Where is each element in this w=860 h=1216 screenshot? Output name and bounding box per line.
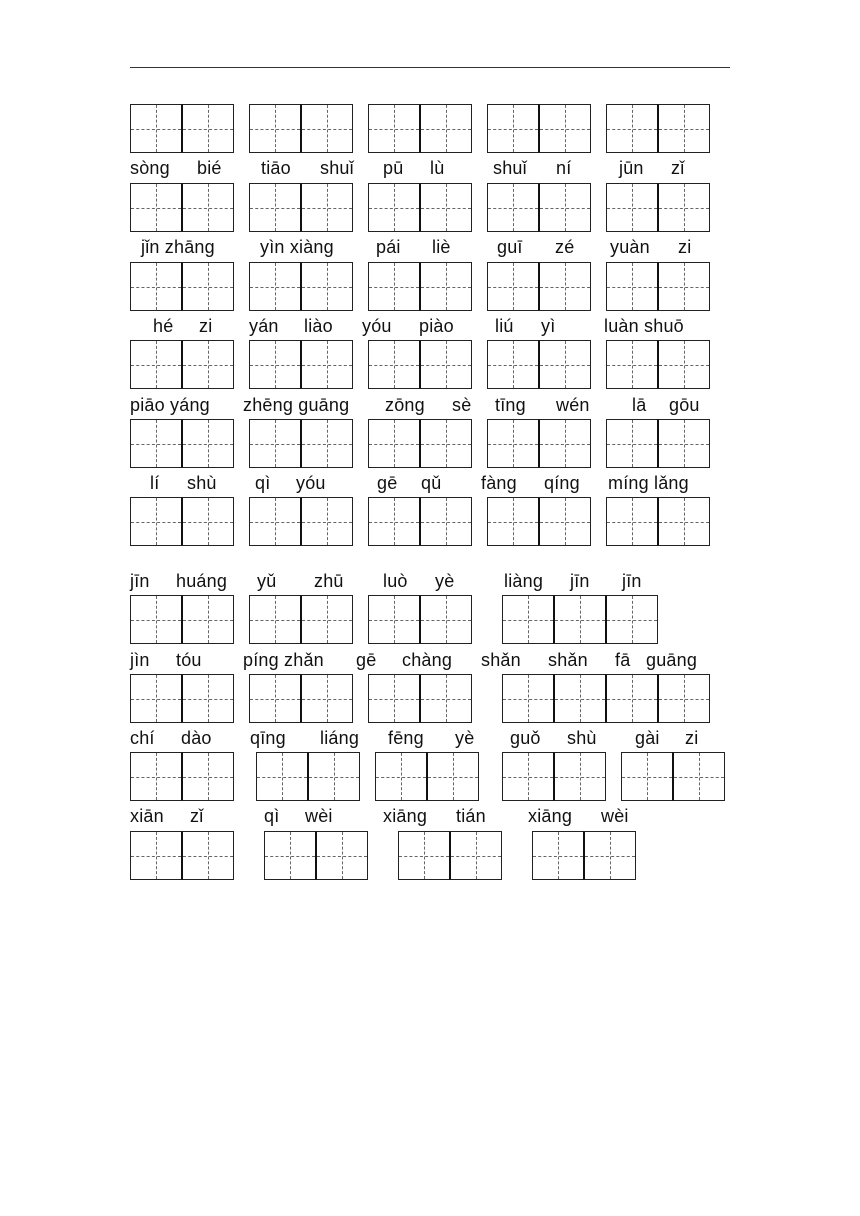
- char-box[interactable]: [249, 419, 301, 468]
- char-box[interactable]: [130, 674, 182, 723]
- pinyin-label: shù: [187, 473, 217, 493]
- char-box[interactable]: [419, 262, 472, 311]
- char-box[interactable]: [181, 831, 234, 880]
- pinyin-label: míng lǎng: [608, 473, 689, 493]
- char-box[interactable]: [538, 104, 591, 153]
- pinyin-label: dào: [181, 728, 212, 748]
- char-box[interactable]: [181, 497, 234, 546]
- pinyin-label: chí: [130, 728, 155, 748]
- char-box-group: [130, 831, 234, 880]
- pinyin-label: yè: [455, 728, 475, 748]
- char-box[interactable]: [130, 104, 182, 153]
- char-box[interactable]: [606, 419, 658, 468]
- char-box[interactable]: [181, 340, 234, 389]
- char-box-group: [368, 497, 472, 546]
- char-box-group: [130, 497, 234, 546]
- pinyin-label: yóu: [296, 473, 326, 493]
- char-box[interactable]: [181, 104, 234, 153]
- char-box[interactable]: [657, 674, 710, 723]
- char-box-group: [606, 262, 710, 311]
- char-box[interactable]: [249, 340, 301, 389]
- char-box[interactable]: [181, 262, 234, 311]
- char-box[interactable]: [657, 262, 710, 311]
- pinyin-label: zōng: [385, 395, 425, 415]
- pinyin-label: fā: [615, 650, 631, 670]
- char-box-group: [502, 752, 606, 801]
- char-box[interactable]: [487, 497, 539, 546]
- char-box[interactable]: [300, 419, 353, 468]
- char-box[interactable]: [538, 183, 591, 232]
- char-box-group: [502, 595, 658, 644]
- char-box[interactable]: [419, 104, 472, 153]
- char-box-group: [606, 419, 710, 468]
- pinyin-label: zi: [199, 316, 213, 336]
- char-box[interactable]: [419, 419, 472, 468]
- char-box[interactable]: [553, 595, 606, 644]
- char-box[interactable]: [419, 674, 472, 723]
- char-box[interactable]: [487, 419, 539, 468]
- char-box[interactable]: [657, 497, 710, 546]
- pinyin-label: tián: [456, 806, 486, 826]
- char-box[interactable]: [300, 497, 353, 546]
- char-box[interactable]: [553, 674, 606, 723]
- char-box-group: [487, 104, 591, 153]
- char-box[interactable]: [375, 752, 427, 801]
- pinyin-label: lí: [150, 473, 160, 493]
- pinyin-label: liàng: [504, 571, 544, 591]
- char-box[interactable]: [553, 752, 606, 801]
- pinyin-label: xiāng: [383, 806, 428, 826]
- char-box-group: [368, 419, 472, 468]
- pinyin-label: gōu: [669, 395, 700, 415]
- char-box-group: [487, 497, 591, 546]
- char-box[interactable]: [605, 595, 658, 644]
- pinyin-label: luò: [383, 571, 408, 591]
- header-rule: [130, 67, 730, 68]
- char-box[interactable]: [532, 831, 584, 880]
- char-box[interactable]: [300, 183, 353, 232]
- char-box-group: [487, 183, 591, 232]
- char-box-group: [249, 340, 353, 389]
- char-box[interactable]: [130, 831, 182, 880]
- pinyin-label: shuǐ: [320, 158, 354, 178]
- pinyin-label: yóu: [362, 316, 392, 336]
- char-box-group: [606, 183, 710, 232]
- char-box[interactable]: [130, 595, 182, 644]
- pinyin-label: lā: [632, 395, 647, 415]
- char-box[interactable]: [398, 831, 450, 880]
- char-box[interactable]: [368, 104, 420, 153]
- char-box[interactable]: [130, 340, 182, 389]
- char-box-group: [487, 419, 591, 468]
- char-box[interactable]: [368, 674, 420, 723]
- pinyin-label: yán: [249, 316, 279, 336]
- char-box-group: [249, 262, 353, 311]
- char-box-group: [368, 104, 472, 153]
- char-box[interactable]: [300, 340, 353, 389]
- char-box[interactable]: [368, 497, 420, 546]
- pinyin-label: pái: [376, 237, 401, 257]
- char-box[interactable]: [606, 104, 658, 153]
- pinyin-label: pū: [383, 158, 404, 178]
- char-box[interactable]: [657, 104, 710, 153]
- char-box[interactable]: [130, 497, 182, 546]
- char-box-group: [130, 183, 234, 232]
- pinyin-label: wén: [556, 395, 590, 415]
- pinyin-label: wèi: [601, 806, 629, 826]
- char-box[interactable]: [181, 752, 234, 801]
- pinyin-label: shuǐ: [493, 158, 527, 178]
- pinyin-label: sè: [452, 395, 472, 415]
- pinyin-label: luàn shuō: [604, 316, 684, 336]
- pinyin-label: yè: [435, 571, 455, 591]
- pinyin-label: zi: [685, 728, 699, 748]
- pinyin-label: yìn xiàng: [260, 237, 334, 257]
- pinyin-label: zhēng guāng: [243, 395, 350, 415]
- pinyin-label: qǔ: [421, 473, 442, 493]
- char-box-group: [130, 104, 234, 153]
- char-box[interactable]: [606, 497, 658, 546]
- char-box[interactable]: [368, 262, 420, 311]
- char-box-group: [130, 419, 234, 468]
- char-box-group: [130, 340, 234, 389]
- pinyin-label: gē: [356, 650, 377, 670]
- char-box-group: [368, 674, 472, 723]
- char-box-group: [368, 183, 472, 232]
- char-box-group: [398, 831, 502, 880]
- pinyin-label: tóu: [176, 650, 202, 670]
- char-box-group: [606, 104, 710, 153]
- pinyin-label: shǎn: [548, 650, 588, 670]
- char-box[interactable]: [300, 595, 353, 644]
- char-box-group: [249, 419, 353, 468]
- pinyin-label: guǒ: [510, 728, 541, 748]
- char-box[interactable]: [605, 674, 658, 723]
- char-box[interactable]: [606, 340, 658, 389]
- pinyin-label: qì: [255, 473, 271, 493]
- pinyin-label: fēng: [388, 728, 424, 748]
- pinyin-label: jīn: [570, 571, 590, 591]
- char-box[interactable]: [538, 497, 591, 546]
- char-box-group: [249, 497, 353, 546]
- pinyin-label: tīng: [495, 395, 526, 415]
- char-box[interactable]: [181, 595, 234, 644]
- char-box-group: [249, 674, 353, 723]
- char-box[interactable]: [249, 497, 301, 546]
- pinyin-label: liè: [432, 237, 451, 257]
- char-box-group: [249, 104, 353, 153]
- pinyin-label: chàng: [402, 650, 453, 670]
- char-box[interactable]: [538, 340, 591, 389]
- char-box[interactable]: [449, 831, 502, 880]
- pinyin-label: jūn: [619, 158, 644, 178]
- char-box[interactable]: [657, 340, 710, 389]
- pinyin-label: píng zhǎn: [243, 650, 324, 670]
- pinyin-label: qì: [264, 806, 280, 826]
- char-box[interactable]: [249, 595, 301, 644]
- pinyin-label: liáng: [320, 728, 360, 748]
- char-box-group: [249, 183, 353, 232]
- char-box-group: [606, 497, 710, 546]
- char-box[interactable]: [368, 183, 420, 232]
- char-box-group: [264, 831, 368, 880]
- char-box[interactable]: [264, 831, 316, 880]
- char-box[interactable]: [368, 340, 420, 389]
- char-box[interactable]: [487, 340, 539, 389]
- pinyin-label: lù: [430, 158, 445, 178]
- pinyin-label: zǐ: [190, 806, 204, 826]
- pinyin-label: zi: [678, 237, 692, 257]
- char-box[interactable]: [583, 831, 636, 880]
- char-box[interactable]: [307, 752, 360, 801]
- char-box[interactable]: [130, 183, 182, 232]
- char-box-group: [249, 595, 353, 644]
- pinyin-label: yuàn: [610, 237, 650, 257]
- char-box-group: [621, 752, 725, 801]
- char-box[interactable]: [368, 595, 420, 644]
- char-box-group: [502, 674, 710, 723]
- char-box[interactable]: [300, 674, 353, 723]
- pinyin-label: guī: [497, 237, 523, 257]
- char-box[interactable]: [419, 497, 472, 546]
- pinyin-label: jǐn zhāng: [141, 237, 215, 257]
- char-box[interactable]: [300, 104, 353, 153]
- char-box[interactable]: [181, 183, 234, 232]
- pinyin-label: guāng: [646, 650, 698, 670]
- char-box[interactable]: [538, 419, 591, 468]
- char-box[interactable]: [487, 104, 539, 153]
- char-box-group: [368, 340, 472, 389]
- pinyin-label: liào: [304, 316, 333, 336]
- char-box[interactable]: [657, 419, 710, 468]
- pinyin-label: shǎn: [481, 650, 521, 670]
- char-box[interactable]: [672, 752, 725, 801]
- char-box[interactable]: [606, 183, 658, 232]
- char-box[interactable]: [249, 262, 301, 311]
- char-box[interactable]: [487, 183, 539, 232]
- char-box[interactable]: [502, 674, 554, 723]
- char-box-group: [130, 752, 234, 801]
- pinyin-label: hé: [153, 316, 174, 336]
- pinyin-label: zǐ: [671, 158, 685, 178]
- char-box[interactable]: [300, 262, 353, 311]
- pinyin-label: jìn: [130, 650, 150, 670]
- char-box-group: [130, 674, 234, 723]
- char-box[interactable]: [130, 752, 182, 801]
- pinyin-label: liú: [495, 316, 514, 336]
- char-box[interactable]: [502, 752, 554, 801]
- char-box[interactable]: [315, 831, 368, 880]
- char-box[interactable]: [657, 183, 710, 232]
- pinyin-label: bié: [197, 158, 222, 178]
- pinyin-label: yǔ: [257, 571, 277, 591]
- pinyin-label: huáng: [176, 571, 228, 591]
- char-box-group: [532, 831, 636, 880]
- pinyin-label: zhū: [314, 571, 344, 591]
- char-box[interactable]: [130, 262, 182, 311]
- pinyin-label: tiāo: [261, 158, 291, 178]
- pinyin-label: zé: [555, 237, 575, 257]
- pinyin-label: qīng: [250, 728, 286, 748]
- char-box[interactable]: [621, 752, 673, 801]
- char-box[interactable]: [130, 419, 182, 468]
- char-box[interactable]: [538, 262, 591, 311]
- pinyin-label: jīn: [130, 571, 150, 591]
- char-box[interactable]: [181, 419, 234, 468]
- pinyin-label: xiāng: [528, 806, 573, 826]
- char-box-group: [375, 752, 479, 801]
- pinyin-label: yì: [541, 316, 556, 336]
- pinyin-label: piāo yáng: [130, 395, 210, 415]
- pinyin-label: sòng: [130, 158, 170, 178]
- pinyin-label: jīn: [622, 571, 642, 591]
- pinyin-label: qíng: [544, 473, 580, 493]
- pinyin-label: xiān: [130, 806, 164, 826]
- char-box[interactable]: [502, 595, 554, 644]
- char-box[interactable]: [256, 752, 308, 801]
- char-box[interactable]: [419, 595, 472, 644]
- char-box-group: [606, 340, 710, 389]
- char-box-group: [130, 595, 234, 644]
- char-box[interactable]: [487, 262, 539, 311]
- char-box[interactable]: [249, 674, 301, 723]
- char-box[interactable]: [419, 340, 472, 389]
- char-box[interactable]: [419, 183, 472, 232]
- char-box[interactable]: [426, 752, 479, 801]
- char-box-group: [368, 595, 472, 644]
- char-box-group: [368, 262, 472, 311]
- pinyin-label: fàng: [481, 473, 517, 493]
- char-box[interactable]: [368, 419, 420, 468]
- pinyin-label: gē: [377, 473, 398, 493]
- char-box[interactable]: [249, 183, 301, 232]
- pinyin-label: gài: [635, 728, 660, 748]
- char-box-group: [487, 340, 591, 389]
- char-box-group: [256, 752, 360, 801]
- char-box[interactable]: [606, 262, 658, 311]
- pinyin-label: shù: [567, 728, 597, 748]
- char-box-group: [487, 262, 591, 311]
- pinyin-label: wèi: [305, 806, 333, 826]
- char-box[interactable]: [249, 104, 301, 153]
- char-box[interactable]: [181, 674, 234, 723]
- pinyin-label: piào: [419, 316, 454, 336]
- char-box-group: [130, 262, 234, 311]
- pinyin-label: ní: [556, 158, 572, 178]
